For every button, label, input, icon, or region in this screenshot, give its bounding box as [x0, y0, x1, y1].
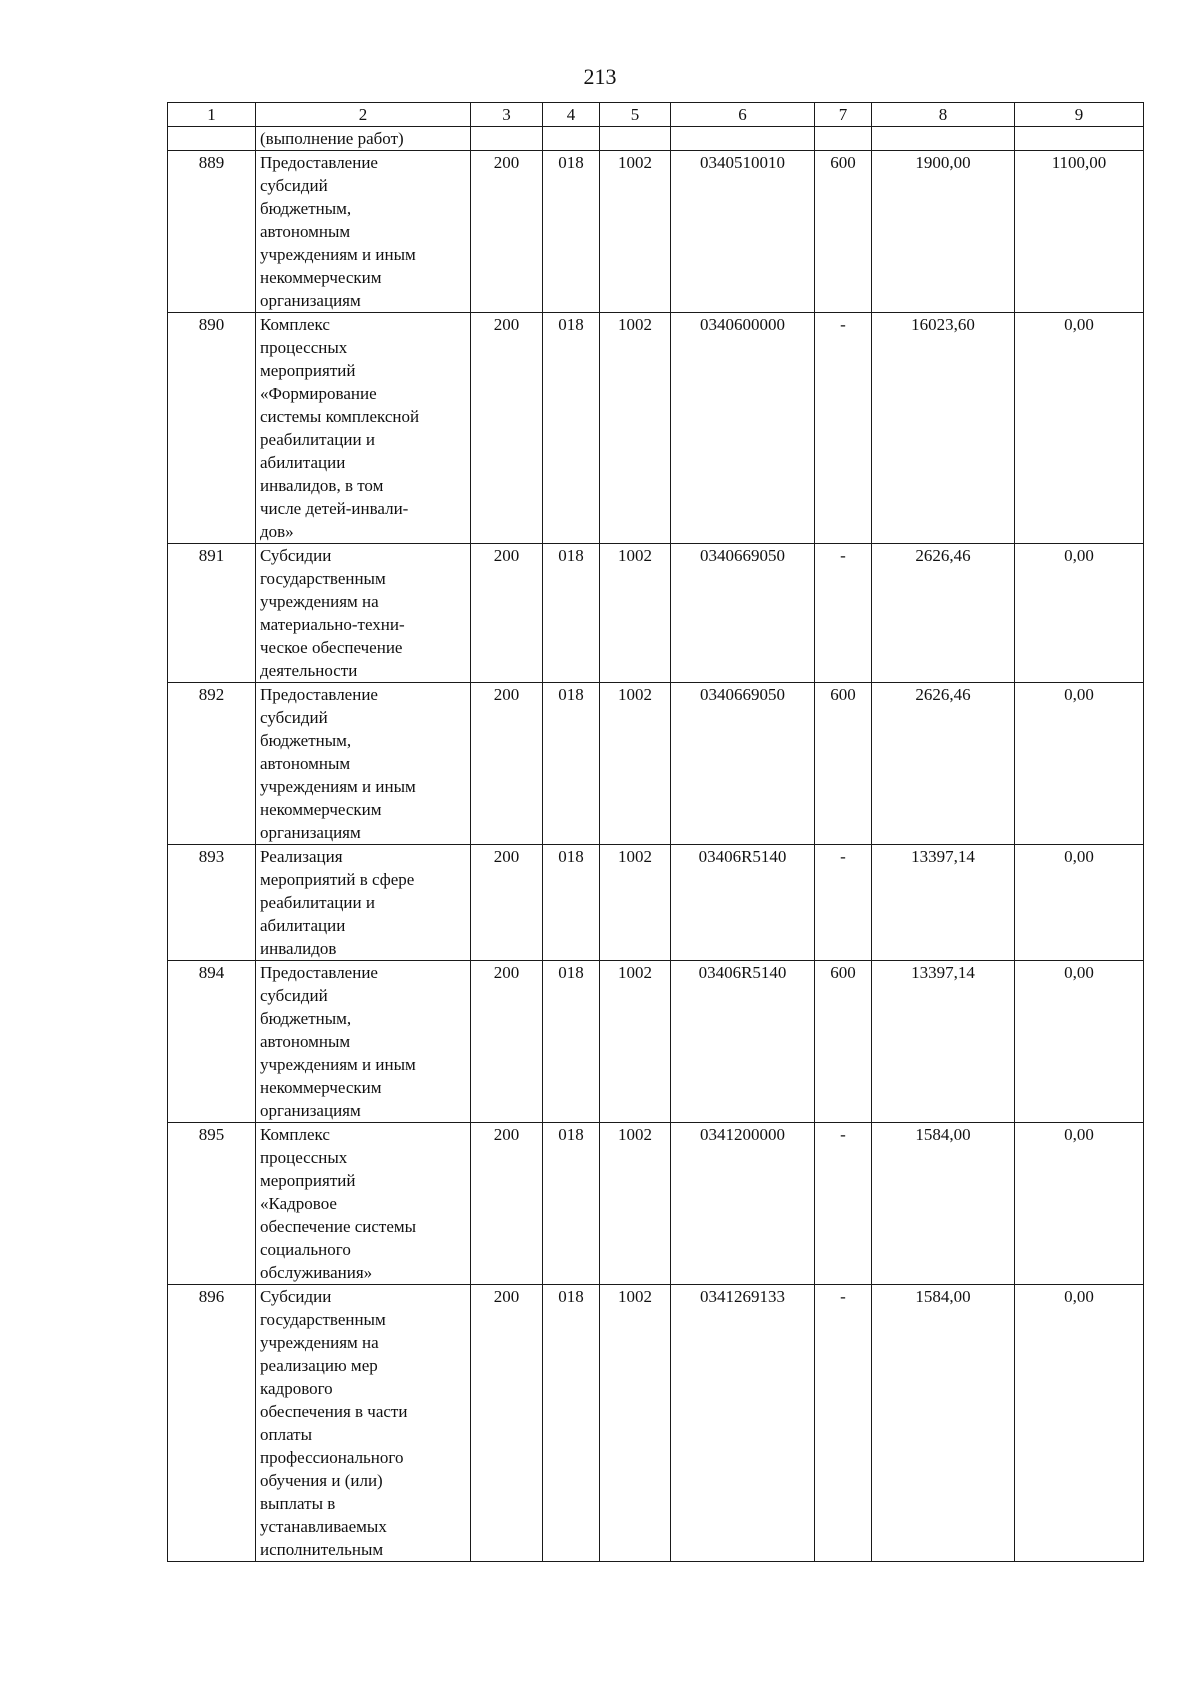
row-expense-type: -	[815, 1123, 872, 1285]
row-target-article: 03406R5140	[671, 845, 815, 961]
row-expense-type: 600	[815, 151, 872, 313]
row-col3: 200	[471, 1285, 543, 1562]
row-name-line: обеспечение системы	[260, 1217, 417, 1236]
row-name-line: Субсидии	[260, 1287, 332, 1306]
table-row	[168, 313, 1144, 544]
row-sum-col9: 0,00	[1015, 961, 1144, 1123]
table-cell	[815, 127, 872, 151]
table-row	[168, 544, 1144, 683]
row-expense-type: 600	[815, 683, 872, 845]
row-name-line: автономным	[260, 754, 351, 773]
row-name-line: Субсидии	[260, 546, 332, 565]
row-target-article: 0341269133	[671, 1285, 815, 1562]
row-name-line: автономным	[260, 1032, 351, 1051]
row-sum-col8: 1584,00	[872, 1285, 1015, 1562]
row-name-line: бюджетным,	[260, 1009, 352, 1028]
budget-table	[167, 102, 1144, 1562]
row-name-line: инвалидов	[260, 939, 337, 958]
row-name-line: Комплекс	[260, 315, 330, 334]
row-name-line: учреждениям и иным	[260, 777, 416, 796]
row-col3: 200	[471, 151, 543, 313]
row-col4: 018	[543, 1123, 600, 1285]
table-row	[168, 845, 1144, 961]
table-cell	[671, 127, 815, 151]
header-cell: 1	[168, 103, 256, 127]
row-expense-type: 600	[815, 961, 872, 1123]
row-name-line: реализацию мер	[260, 1356, 378, 1375]
row-name	[256, 1285, 471, 1562]
row-name-line: учреждениям на	[260, 1333, 379, 1352]
row-sum-col8: 2626,46	[872, 544, 1015, 683]
row-col4: 018	[543, 151, 600, 313]
row-col5: 1002	[600, 961, 671, 1123]
row-name	[256, 845, 471, 961]
table-cell	[1015, 127, 1144, 151]
row-name-line: мероприятий в сфере	[260, 870, 415, 889]
header-cell: 8	[872, 103, 1015, 127]
row-name-line: бюджетным,	[260, 199, 352, 218]
row-col3: 200	[471, 1123, 543, 1285]
row-col3: 200	[471, 845, 543, 961]
row-col5: 1002	[600, 683, 671, 845]
row-name-line: обучения и (или)	[260, 1471, 383, 1490]
row-name-line: «Формирование	[260, 384, 377, 403]
row-name	[256, 961, 471, 1123]
table-cell: (выполнение работ)	[256, 127, 471, 151]
row-name-line: материально-техни-	[260, 615, 405, 634]
row-col5: 1002	[600, 1123, 671, 1285]
row-name-line: некоммерческим	[260, 800, 382, 819]
row-col3: 200	[471, 683, 543, 845]
row-name-line: профессионального	[260, 1448, 404, 1467]
row-sum-col8: 16023,60	[872, 313, 1015, 544]
row-sum-col8: 13397,14	[872, 961, 1015, 1123]
row-name-line: абилитации	[260, 916, 346, 935]
row-name-line: учреждениям на	[260, 592, 379, 611]
row-name-line: субсидий	[260, 708, 328, 727]
row-sum-col9: 0,00	[1015, 845, 1144, 961]
continuation-row	[168, 127, 1144, 151]
row-col3: 200	[471, 544, 543, 683]
header-cell: 3	[471, 103, 543, 127]
row-number: 894	[168, 961, 256, 1123]
row-name-line: процессных	[260, 338, 348, 357]
row-col5: 1002	[600, 151, 671, 313]
row-expense-type: -	[815, 845, 872, 961]
header-cell: 2	[256, 103, 471, 127]
row-target-article: 03406R5140	[671, 961, 815, 1123]
table-row	[168, 1123, 1144, 1285]
row-name-line: субсидий	[260, 986, 328, 1005]
row-name-line: реабилитации и	[260, 893, 375, 912]
row-name-line: организациям	[260, 1101, 361, 1120]
row-name	[256, 1123, 471, 1285]
row-target-article: 0340669050	[671, 544, 815, 683]
row-sum-col8: 1900,00	[872, 151, 1015, 313]
row-name-line: учреждениям и иным	[260, 245, 416, 264]
row-expense-type: -	[815, 544, 872, 683]
row-col4: 018	[543, 544, 600, 683]
row-col4: 018	[543, 683, 600, 845]
table-cell	[543, 127, 600, 151]
row-col4: 018	[543, 1285, 600, 1562]
row-col4: 018	[543, 961, 600, 1123]
row-name-line: кадрового	[260, 1379, 333, 1398]
row-name-line: процессных	[260, 1148, 348, 1167]
row-name-line: Комплекс	[260, 1125, 330, 1144]
row-sum-col9: 1100,00	[1015, 151, 1144, 313]
row-target-article: 0340510010	[671, 151, 815, 313]
row-sum-col8: 2626,46	[872, 683, 1015, 845]
row-name-line: Предоставление	[260, 963, 378, 982]
row-name-line: автономным	[260, 222, 351, 241]
row-name-line: системы комплексной	[260, 407, 420, 426]
row-name	[256, 544, 471, 683]
row-expense-type: -	[815, 1285, 872, 1562]
header-cell: 5	[600, 103, 671, 127]
row-name-line: «Кадровое	[260, 1194, 337, 1213]
row-number: 891	[168, 544, 256, 683]
row-name-line: дов»	[260, 522, 294, 541]
row-name-line: Предоставление	[260, 685, 378, 704]
row-name-line: субсидий	[260, 176, 328, 195]
row-name-line: числе детей-инвали-	[260, 499, 409, 518]
row-name-line: ческое обеспечение	[260, 638, 403, 657]
row-number: 896	[168, 1285, 256, 1562]
row-col3: 200	[471, 961, 543, 1123]
row-target-article: 0340600000	[671, 313, 815, 544]
row-target-article: 0340669050	[671, 683, 815, 845]
row-col4: 018	[543, 845, 600, 961]
row-name	[256, 151, 471, 313]
row-name	[256, 313, 471, 544]
row-name-line: учреждениям и иным	[260, 1055, 416, 1074]
table-cell	[600, 127, 671, 151]
row-name-line: инвалидов, в том	[260, 476, 384, 495]
table-cell	[471, 127, 543, 151]
header-cell: 6	[671, 103, 815, 127]
row-sum-col9: 0,00	[1015, 1123, 1144, 1285]
row-name-line: устанавливаемых	[260, 1517, 387, 1536]
row-name-line: организациям	[260, 291, 361, 310]
header-cell: 9	[1015, 103, 1144, 127]
table-row	[168, 1285, 1144, 1562]
row-name-line: социального	[260, 1240, 351, 1259]
header-row	[168, 103, 1144, 127]
row-name-line: организациям	[260, 823, 361, 842]
row-name-line: реабилитации и	[260, 430, 375, 449]
row-name-line: обеспечения в части	[260, 1402, 408, 1421]
row-col5: 1002	[600, 544, 671, 683]
table-row	[168, 961, 1144, 1123]
row-sum-col8: 1584,00	[872, 1123, 1015, 1285]
header-cell: 7	[815, 103, 872, 127]
row-col3: 200	[471, 313, 543, 544]
table-cell	[872, 127, 1015, 151]
row-col4: 018	[543, 313, 600, 544]
row-name-line: некоммерческим	[260, 1078, 382, 1097]
row-name-line: деятельности	[260, 661, 358, 680]
row-sum-col9: 0,00	[1015, 544, 1144, 683]
row-col5: 1002	[600, 1285, 671, 1562]
row-name-line: некоммерческим	[260, 268, 382, 287]
row-name-line: абилитации	[260, 453, 346, 472]
row-target-article: 0341200000	[671, 1123, 815, 1285]
row-name-line: государственным	[260, 569, 386, 588]
row-name-line: государственным	[260, 1310, 386, 1329]
table-row	[168, 151, 1144, 313]
row-number: 892	[168, 683, 256, 845]
row-name-line: Реализация	[260, 847, 343, 866]
row-expense-type: -	[815, 313, 872, 544]
row-name-line: мероприятий	[260, 361, 356, 380]
page-number: 213	[583, 64, 617, 89]
row-col5: 1002	[600, 313, 671, 544]
row-sum-col9: 0,00	[1015, 313, 1144, 544]
row-name-line: выплаты в	[260, 1494, 336, 1513]
row-col5: 1002	[600, 845, 671, 961]
header-cell: 4	[543, 103, 600, 127]
table-cell	[168, 127, 256, 151]
table-row	[168, 683, 1144, 845]
row-name-line: бюджетным,	[260, 731, 352, 750]
row-name-line: Предоставление	[260, 153, 378, 172]
row-sum-col9: 0,00	[1015, 1285, 1144, 1562]
row-name-line: исполнительным	[260, 1540, 384, 1559]
row-name-line: оплаты	[260, 1425, 313, 1444]
row-name	[256, 683, 471, 845]
row-number: 890	[168, 313, 256, 544]
row-name-line: обслуживания»	[260, 1263, 373, 1282]
row-number: 889	[168, 151, 256, 313]
row-sum-col8: 13397,14	[872, 845, 1015, 961]
row-sum-col9: 0,00	[1015, 683, 1144, 845]
row-name-line: мероприятий	[260, 1171, 356, 1190]
row-number: 895	[168, 1123, 256, 1285]
row-number: 893	[168, 845, 256, 961]
